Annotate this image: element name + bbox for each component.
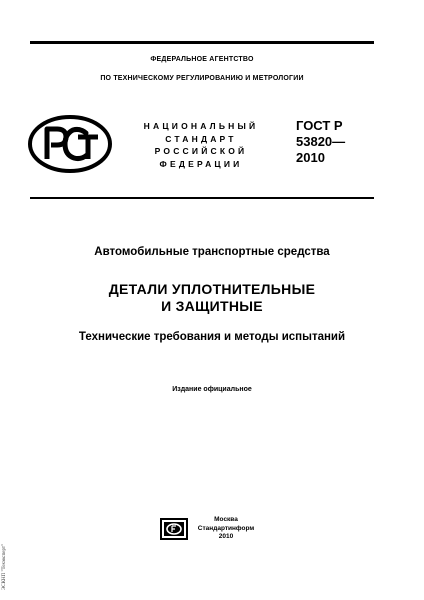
edition-label: Издание официальное <box>172 386 252 393</box>
document-title-line-2: И ЗАЩИТНЫЕ <box>161 298 263 314</box>
publisher-block <box>196 516 256 542</box>
standard-code-line-3: 2010 <box>296 150 325 165</box>
standard-code-line-1: ГОСТ Р <box>296 118 343 133</box>
agency-line-1: ФЕДЕРАЛЬНОЕ АГЕНТСТВО <box>150 56 254 63</box>
publisher-logo <box>160 518 188 540</box>
publisher-year: 2010 <box>218 533 234 540</box>
standard-type-line-1: НАЦИОНАЛЬНЫЙ <box>143 121 259 131</box>
top-rule <box>30 41 374 44</box>
document-subject: Автомобильные транспортные средства <box>94 246 330 258</box>
side-watermark-text: ЭСКНП "Техэксперт" <box>2 543 7 590</box>
standard-code <box>296 118 374 166</box>
standard-type-line-3: РОССИЙСКОЙ <box>154 146 248 156</box>
standard-type-line-2: СТАНДАРТ <box>165 133 237 144</box>
side-watermark <box>2 520 10 590</box>
publisher-name: Стандартинформ <box>197 524 255 532</box>
document-subtitle: Технические требования и методы испытаний <box>78 331 346 343</box>
middle-rule <box>30 197 374 199</box>
standard-type-line-4: ФЕДЕРАЦИИ <box>159 158 243 169</box>
publisher-city: Москва <box>214 516 238 523</box>
agency-line-2: ПО ТЕХНИЧЕСКОМУ РЕГУЛИРОВАНИЮ И МЕТРОЛОГИИ <box>100 75 304 82</box>
standard-code-line-2: 53820— <box>296 134 346 149</box>
rst-certification-logo <box>28 115 112 173</box>
document-title-line-1: ДЕТАЛИ УПЛОТНИТЕЛЬНЫЕ <box>108 281 316 297</box>
